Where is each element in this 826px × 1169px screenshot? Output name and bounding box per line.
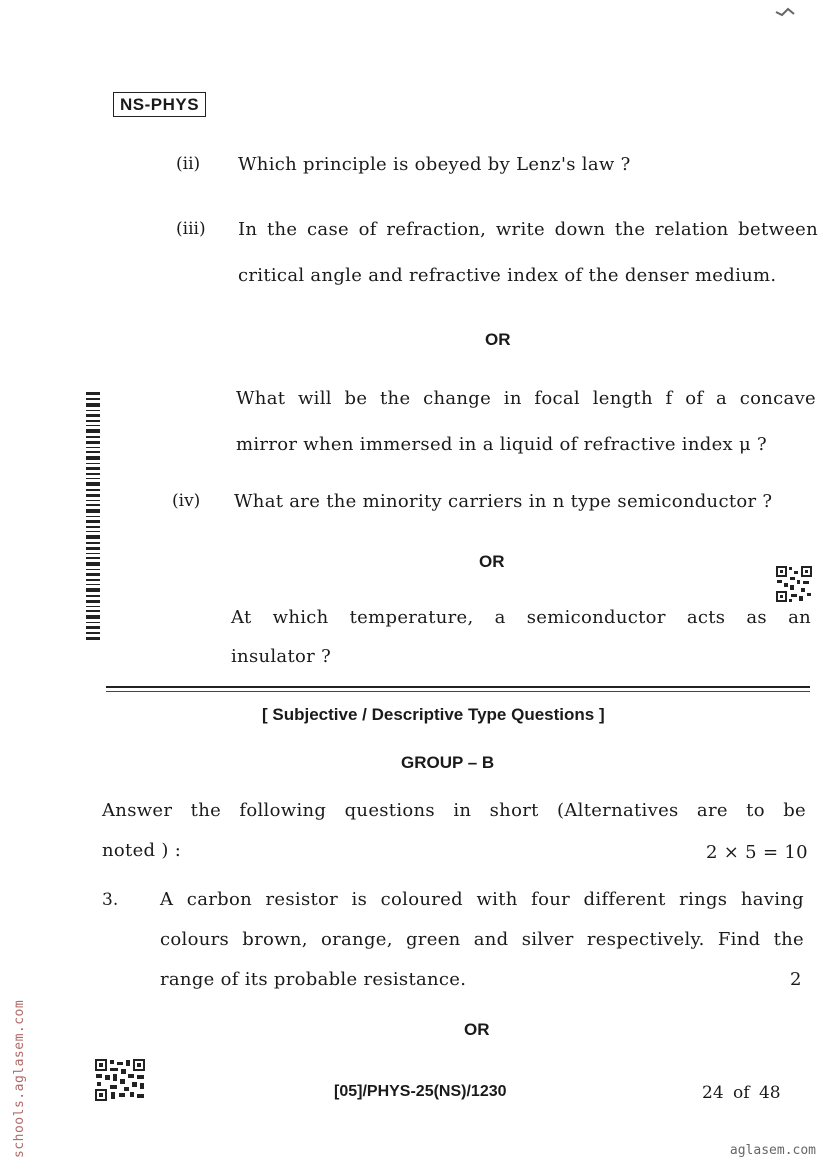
corner-watermark: aglasem.com [729, 1143, 816, 1158]
paper-code-badge: NS-PHYS [113, 92, 206, 117]
question-text: A carbon resistor is coloured with four different rings having [160, 889, 804, 910]
or-label: OR [479, 552, 505, 571]
barcode-icon [86, 392, 100, 640]
question-text: What will be the change in focal length f of a concave [236, 388, 816, 409]
group-title: GROUP – B [401, 753, 495, 772]
side-watermark: schools.aglasem.com [12, 999, 27, 1158]
qr-code-icon [775, 565, 813, 603]
section-divider [106, 686, 810, 688]
or-label: OR [464, 1020, 490, 1039]
corner-mark-icon [774, 6, 798, 18]
question-text: Which principle is obeyed by Lenz's law ? [238, 154, 631, 175]
question-text: mirror when immersed in a liquid of refractive index μ ? [236, 434, 767, 455]
question-number: (iii) [176, 219, 206, 239]
question-text: critical angle and refractive index of the denser medium. [238, 265, 777, 286]
question-number: (iv) [172, 491, 201, 511]
question-text: At which temperature, a semiconductor acts as an [231, 607, 811, 628]
section-title: [ Subjective / Descriptive Type Questions ] [262, 705, 605, 724]
qr-code-icon [94, 1058, 146, 1102]
footer-page-number: 24 of 48 [702, 1083, 781, 1103]
instruction-text: Answer the following questions in short (Alternatives are to be [102, 800, 806, 821]
or-label: OR [485, 330, 511, 349]
question-text: colours brown, orange, green and silver respectively. Find the [160, 929, 804, 950]
question-text: insulator ? [231, 646, 332, 667]
question-text: What are the minority carriers in n type semiconductor ? [234, 491, 773, 512]
question-number: 3. [102, 890, 119, 910]
section-divider [106, 691, 810, 692]
footer-exam-code: [05]/PHYS-25(NS)/1230 [334, 1083, 507, 1100]
instruction-text: noted ) : [102, 840, 182, 861]
question-marks: 2 [790, 969, 802, 990]
question-number: (ii) [176, 154, 201, 174]
question-text: In the case of refraction, write down the relation between [238, 219, 818, 240]
question-text: range of its probable resistance. [160, 969, 467, 990]
marks-total: 2 × 5 = 10 [706, 842, 808, 863]
